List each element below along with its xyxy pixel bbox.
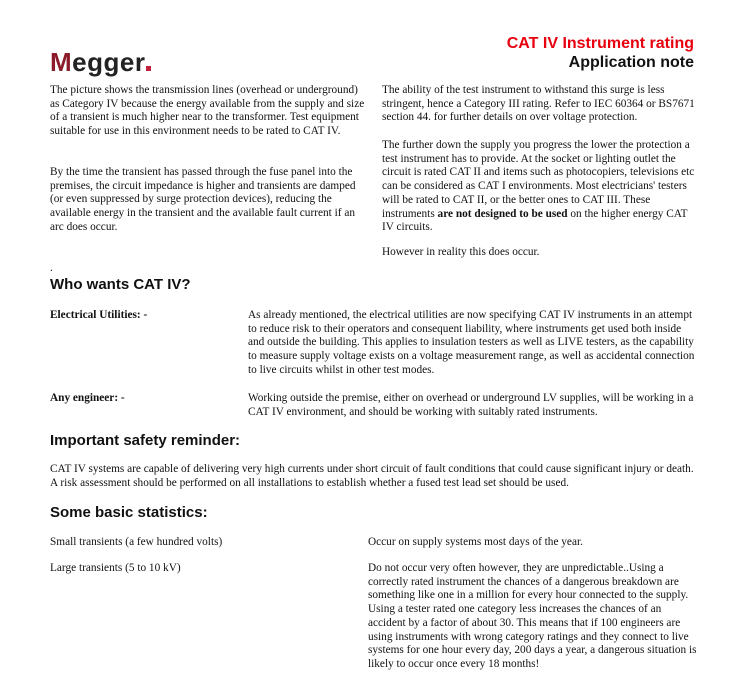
document-title: CAT IV Instrument rating: [506, 35, 694, 52]
who-text-utilities: As already mentioned, the electrical utilities are now specifying CAT IV instruments in an attempt to reduce risk to their operators and consequent liability, where instruments get used both inside and outside the building. This applies to insulation testers as well as LIVE testers, as the capability to measure supply voltage exists on a voltage measurement range, as well as accidental connection to live circuits whilst in other test modes.: [248, 309, 695, 376]
safety-heading: Important safety reminder:: [50, 432, 241, 449]
who-heading: Who wants CAT IV?: [50, 276, 191, 293]
right-paragraph-2: [382, 139, 697, 235]
text: The further down the supply you progress the lower the protection a test instrument has to provide. At the socket or lighting outlet the circuit is rated CAT II and items such as photocopiers, televisions etc can be considered as CAT I environments. Most electricians' testers will be rated to CAT II, or the better ones to CAT III. These instruments: [382, 139, 695, 220]
stats-heading: Some basic statistics:: [50, 504, 208, 521]
right-paragraph-3: However in reality this does occur.: [382, 246, 540, 258]
stats-text-small: Occur on supply systems most days of the year.: [368, 536, 583, 548]
text: on the higher energy CAT IV circuits.: [382, 207, 688, 234]
who-label-engineer: Any engineer: -: [50, 392, 125, 404]
who-label-utilities: Electrical Utilities: -: [50, 309, 148, 321]
who-text-engineer: Working outside the premise, either on overhead or underground LV supplies, will be working in a CAT IV environment, and should be working with suitably rated instruments.: [248, 392, 694, 418]
intro-paragraph-1: The picture shows the transmission lines (overhead or underground) as Category IV because the energy available from the supply and size of a transient is much higher near to the transformer. Test equipment suitable for use in this environment needs to be rated to CAT IV.: [50, 84, 365, 138]
safety-text: CAT IV systems are capable of delivering very high currents under short circuit of fault conditions that could cause significant injury or death. A risk assessment should be performed on all installations to establish whether a fused test lead set should be used.: [50, 463, 694, 489]
right-paragraph-1: The ability of the test instrument to withstand this surge is less stringent, hence a Category III rating. Refer to IEC 60364 or BS7671 section 44. for further details on over voltage protection.: [382, 84, 695, 124]
document-title-block: [507, 34, 694, 72]
stats-text-large: Do not occur very often however, they are unpredictable..Using a correctly rated instrument the chances of a dangerous breakdown are something like one in a million for every hour connected to the supply. Using a tester rated one category less increases the chances of an accident by a factor of about 30. This means that if 100 engineers are using instruments with wrong category ratings and they connect to live systems for one hour every day, 200 days a year, a dangerous situation is likely to occur once every 18 months!: [368, 562, 697, 670]
intro-paragraph-2: By the time the transient has passed through the fuse panel into the premises, the circuit impedance is higher and transients are damped (or even suppressed by surge protection devices), reducing the available energy in the transient and the available fault current if an arc does occur.: [50, 166, 356, 233]
document-subtitle: Application note: [568, 54, 694, 71]
stray-dot: .: [50, 262, 53, 274]
emphasis: are not designed to be used: [437, 207, 568, 220]
stats-label-large: Large transients (5 to 10 kV): [50, 562, 181, 574]
stats-label-small: Small transients (a few hundred volts): [50, 536, 223, 548]
logo-dot-icon: [146, 66, 151, 71]
megger-logo: Megger: [50, 48, 151, 76]
